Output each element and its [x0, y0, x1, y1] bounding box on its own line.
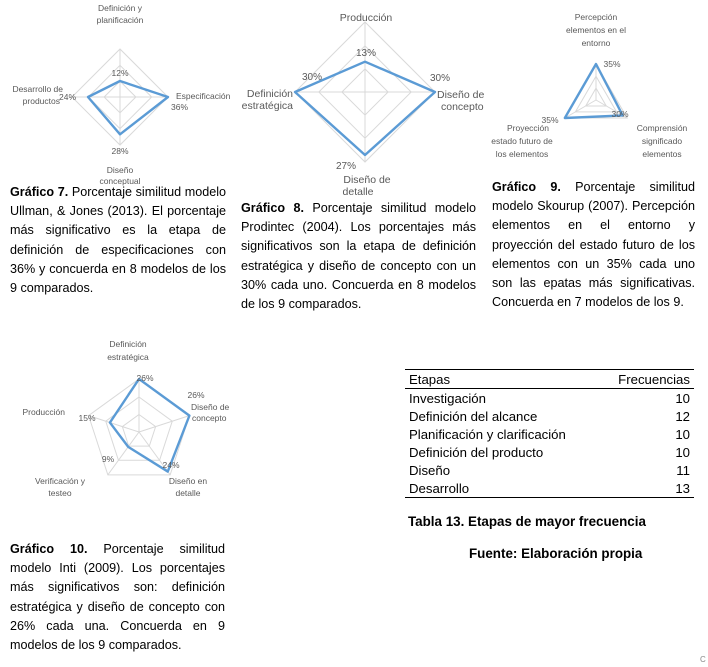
radar-grid — [72, 49, 168, 145]
data-label: 35% — [603, 59, 621, 69]
axis-label: Definición y — [98, 3, 142, 13]
axis-label: elementos en el — [565, 25, 627, 35]
data-label: 27% — [335, 161, 357, 172]
caption-text: Porcentaje similitud modelo Prodintec (2004). Los porcentajes más significativos son la etapa de definición estratégica y diseño de concepto con un 30% cada uno. Concuerda en 8 modelos de los 9 comparados. — [241, 201, 477, 312]
axis-label: concepto — [441, 101, 484, 113]
caption-label: Gráfico 9. — [492, 180, 561, 194]
axis-label: elementos — [642, 149, 682, 159]
table-row — [405, 389, 694, 408]
table-cell: Planificación y clarificación — [409, 426, 566, 442]
table-row — [405, 425, 694, 443]
axis-label: detalle — [175, 488, 201, 498]
axis-label: Desarrollo de — [12, 84, 63, 94]
data-series-line — [110, 379, 189, 472]
axis-label: los elementos — [495, 149, 549, 159]
axis-label: entorno — [581, 38, 611, 48]
table-cell: 11 — [676, 462, 690, 478]
caption-grafico-8 — [241, 199, 476, 314]
data-label: 9% — [101, 454, 115, 464]
table-row — [405, 479, 694, 498]
axis-label: significado — [641, 136, 683, 146]
data-label: 24% — [162, 460, 180, 470]
axis-label: estado futuro de — [491, 136, 553, 146]
radar-chart-inti — [0, 336, 250, 502]
caption-label: Gráfico 7. — [10, 185, 69, 199]
axis-label: Diseño en — [168, 476, 208, 486]
axis-label: Comprensión — [636, 123, 688, 133]
column-header: Etapas — [409, 371, 451, 387]
page-corner-mark: C — [700, 655, 706, 664]
caption-text: Porcentaje similitud modelo Ullman, & Jones (2013). El porcentaje más significativo es la etapa de definición de especificaciones con 36% y concuerda en 8 modelos de los 9 comparados. — [10, 185, 227, 296]
frequency-table — [405, 369, 694, 498]
data-label: 36% — [171, 102, 189, 112]
axis-label: Diseño de — [437, 89, 485, 101]
axis-label: Verificación y — [34, 476, 86, 486]
radar-chart-ullman — [0, 0, 240, 190]
table-cell: Investigación — [409, 390, 486, 406]
table-cell: 10 — [675, 390, 690, 406]
table-source: Fuente: Elaboración propia — [469, 546, 643, 561]
radar-chart-skourup — [490, 0, 706, 170]
axis-label: concepto — [192, 413, 227, 423]
caption-grafico-9 — [492, 178, 695, 312]
table-caption: Tabla 13. Etapas de mayor frecuencia — [408, 514, 646, 529]
axis-label: productos — [22, 96, 60, 106]
axis-label: Proyección — [506, 123, 550, 133]
caption-grafico-7 — [10, 183, 226, 298]
table-cell: 10 — [675, 444, 690, 460]
data-label: 24% — [58, 92, 76, 102]
caption-text: Porcentaje similitud modelo Skourup (2007). Percepción elementos en el entorno y proyección del estado futuro de los elementos con un 35% cada uno son las epatas más significativas. Concuerda en 7 modelos de los 9. — [492, 180, 695, 310]
table-cell: 10 — [675, 426, 690, 442]
table-cell: Definición del alcance — [409, 408, 538, 424]
table-row — [405, 443, 694, 461]
axis-label: estratégica — [107, 352, 149, 362]
radar-chart-prodintec — [236, 0, 490, 200]
table-cell: 12 — [675, 408, 690, 424]
axis-label: Especificación — [176, 91, 231, 101]
axis-label: conceptual — [99, 176, 141, 186]
caption-grafico-10 — [10, 540, 225, 655]
axis-label: estratégica — [241, 100, 293, 112]
grid-spoke — [139, 416, 189, 432]
data-label: 26% — [187, 390, 205, 400]
caption-label: Gráfico 10. — [10, 542, 88, 556]
axis-label: Diseño de — [343, 174, 391, 186]
axis-label: planificación — [96, 15, 144, 25]
column-header: Frecuencias — [618, 371, 690, 387]
table-cell: 13 — [675, 480, 690, 496]
data-label: 28% — [111, 146, 129, 156]
table-row — [405, 407, 694, 425]
data-label: 30% — [301, 72, 323, 83]
caption-text: Porcentaje similitud modelo Inti (2009). Los porcentajes más significativos son: definición estratégica y diseño de concepto con 26% cada una. Concuerda en 9 modelos de los 9 comparados. — [10, 542, 225, 653]
table-header-row — [405, 370, 694, 389]
axis-label: Diseño — [106, 165, 134, 175]
table-cell: Desarrollo — [409, 480, 470, 496]
radar-grid — [295, 22, 435, 162]
axis-label: Definición — [109, 339, 147, 349]
data-label: 30% — [430, 73, 451, 84]
data-label: 12% — [111, 68, 129, 78]
data-label: 15% — [78, 413, 96, 423]
data-label: 26% — [136, 373, 154, 383]
axis-label: Diseño de — [191, 402, 230, 412]
axis-label: Percepción — [574, 12, 618, 22]
table-cell: Definición del producto — [409, 444, 544, 460]
data-label: 35% — [541, 115, 559, 125]
data-label: 13% — [355, 48, 377, 59]
axis-label: Producción — [22, 407, 65, 417]
axis-label: Producción — [339, 12, 393, 24]
data-label: 30% — [611, 109, 629, 119]
axis-label: Definición — [246, 88, 293, 100]
table-row — [405, 461, 694, 479]
axis-label: detalle — [342, 186, 374, 198]
caption-label: Gráfico 8. — [241, 201, 304, 215]
axis-label: testeo — [48, 488, 72, 498]
table-cell: Diseño — [409, 462, 451, 478]
